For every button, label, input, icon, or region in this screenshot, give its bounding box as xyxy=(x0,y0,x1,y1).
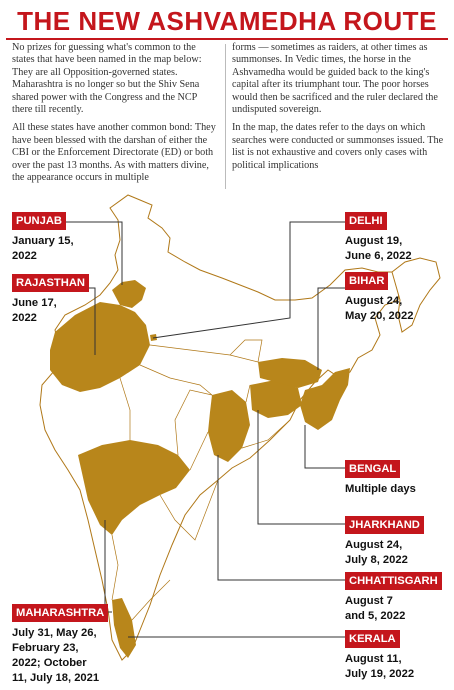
intro-paragraph: No prizes for guessing what's common to the states that have been named in the map below: They are all Opposition-governed states. Maharashtra is no longer so but the Shiv Sena shared power with the Congress and the NCP there till recently. xyxy=(12,42,202,116)
date-line: 2022; October xyxy=(12,657,87,669)
intro-paragraph: All these states have another common bond: They have been blessed with the darshan of either the CBI or the Enforcement Directorate (ED) or both over the past 13 months. As with matters divine, the appearance occurs in multiple xyxy=(12,122,216,184)
label-kerala: KERALA xyxy=(345,630,400,648)
dates-punjab xyxy=(12,234,74,264)
intro-paragraph: In the map, the dates refer to the days on which searches were conducted or summonses issued. The list is not exhaustive and covers only cases with political implications xyxy=(232,122,444,171)
label-bengal: BENGAL xyxy=(345,460,400,478)
date-line: August 19, xyxy=(345,235,403,247)
dates-jharkhand xyxy=(345,538,408,568)
dates-chhattisgarh xyxy=(345,594,405,624)
date-line: 2022 xyxy=(12,250,37,262)
label-maharashtra: MAHARASHTRA xyxy=(12,604,108,622)
label-bihar: BIHAR xyxy=(345,272,388,290)
date-line: July 31, May 26, xyxy=(12,627,97,639)
label-rajasthan: RAJASTHAN xyxy=(12,274,89,292)
date-line: June 17, xyxy=(12,297,57,309)
date-line: August 24, xyxy=(345,295,403,307)
dates-rajasthan xyxy=(12,296,57,326)
date-line: August 11, xyxy=(345,653,402,665)
dates-bihar xyxy=(345,294,413,324)
page-title: THE NEW ASHVAMEDHA ROUTE xyxy=(17,6,437,36)
date-line: Multiple days xyxy=(345,483,416,495)
date-line: August 24, xyxy=(345,539,403,551)
date-line: 2022 xyxy=(12,312,37,324)
dates-maharashtra xyxy=(12,626,99,686)
date-line: July 19, 2022 xyxy=(345,668,415,680)
dates-bengal xyxy=(345,482,416,497)
date-line: and 5, 2022 xyxy=(345,610,406,622)
date-line: August 7 xyxy=(345,595,393,607)
label-chhattisgarh: CHHATTISGARH xyxy=(345,572,442,590)
date-line: February 23, xyxy=(12,642,79,654)
label-jharkhand: JHARKHAND xyxy=(345,516,424,534)
label-delhi: DELHI xyxy=(345,212,387,230)
date-line: June 6, 2022 xyxy=(345,250,412,262)
dates-kerala xyxy=(345,652,414,682)
date-line: 11, July 18, 2021 xyxy=(12,672,100,684)
dates-delhi xyxy=(345,234,412,264)
leader-line-bengal xyxy=(305,425,345,468)
label-punjab: PUNJAB xyxy=(12,212,66,230)
leader-line-chhattisgarh xyxy=(218,455,345,580)
date-line: July 8, 2022 xyxy=(345,554,408,566)
date-line: May 20, 2022 xyxy=(345,310,414,322)
date-line: January 15, xyxy=(12,235,74,247)
intro-paragraph: forms — sometimes as raiders, at other times as summonses. In Vedic times, the horse in the Ashvamedha would be guided back to the king's capital after its triumphant tour. The poor horses would then be sacrificed and the ruler declared the undisputed sovereign. xyxy=(232,42,438,116)
